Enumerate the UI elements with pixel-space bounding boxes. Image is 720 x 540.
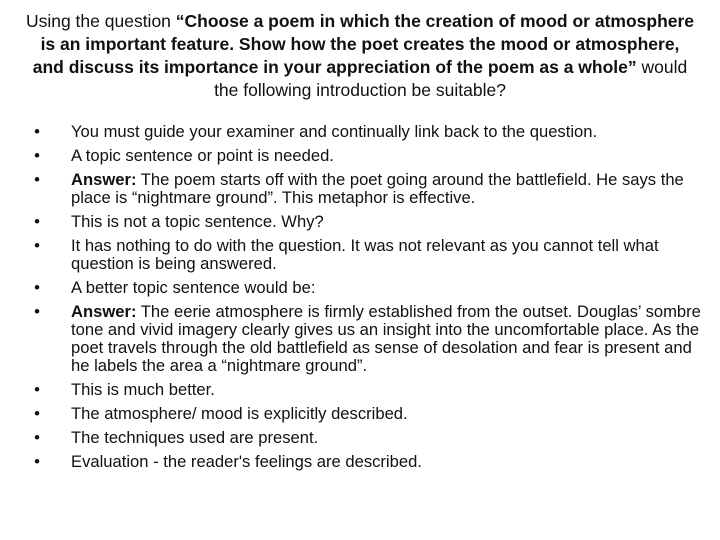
bullet-item [30,405,710,423]
question-bold: “Choose a poem in which the creation of mood or atmosphere is an important feature. Show how the poet creates the mood or atmosphere, and discuss its importance in your appreciation of the poem as a whole” [32,11,695,77]
bullet-label: Answer: [71,170,137,189]
bullet-icon: • [34,122,40,141]
bullet-icon: • [34,428,40,447]
bullet-text: This is much better. [71,380,215,399]
bullet-text: The eerie atmosphere is firmly established from the outset. Douglas’ sombre tone and vivid imagery clearly gives us an insight into the uncomfortable place. As the poet travels through the old battlefield as sense of desolation and fear is present and he labels the area a “nightmare ground”. [71,302,701,375]
bullet-list [30,123,710,477]
bullet-item [30,303,710,375]
question-suffix: would the following introduction be suitable? [214,57,688,100]
bullet-text: The poem starts off with the poet going around the battlefield. He says the place is “nightmare ground”. This metaphor is effective. [71,170,684,207]
bullet-icon: • [34,146,40,165]
bullet-text: You must guide your examiner and continually link back to the question. [71,122,598,141]
bullet-item [30,213,710,231]
bullet-text: A better topic sentence would be: [71,278,316,297]
bullet-text: The atmosphere/ mood is explicitly described. [71,404,408,423]
bullet-icon: • [34,236,40,255]
bullet-icon: • [34,170,40,189]
bullet-icon: • [34,380,40,399]
bullet-item [30,381,710,399]
bullet-label: Answer: [71,302,137,321]
bullet-text: The techniques used are present. [71,428,319,447]
bullet-item [30,171,710,207]
bullet-icon: • [34,404,40,423]
question-prefix: Using the question [25,11,176,31]
bullet-item [30,429,710,447]
bullet-item [30,453,710,471]
bullet-item [30,147,710,165]
bullet-text: This is not a topic sentence. Why? [71,212,324,231]
bullet-item [30,237,710,273]
bullet-text: A topic sentence or point is needed. [71,146,334,165]
bullet-item [30,279,710,297]
bullet-text: It has nothing to do with the question. It was not relevant as you cannot tell what question is being answered. [71,236,659,273]
bullet-icon: • [34,302,40,321]
bullet-icon: • [34,452,40,471]
bullet-icon: • [34,212,40,231]
bullet-icon: • [34,278,40,297]
bullet-item [30,123,710,141]
question-heading [24,10,696,102]
bullet-text: Evaluation - the reader's feelings are described. [71,452,422,471]
